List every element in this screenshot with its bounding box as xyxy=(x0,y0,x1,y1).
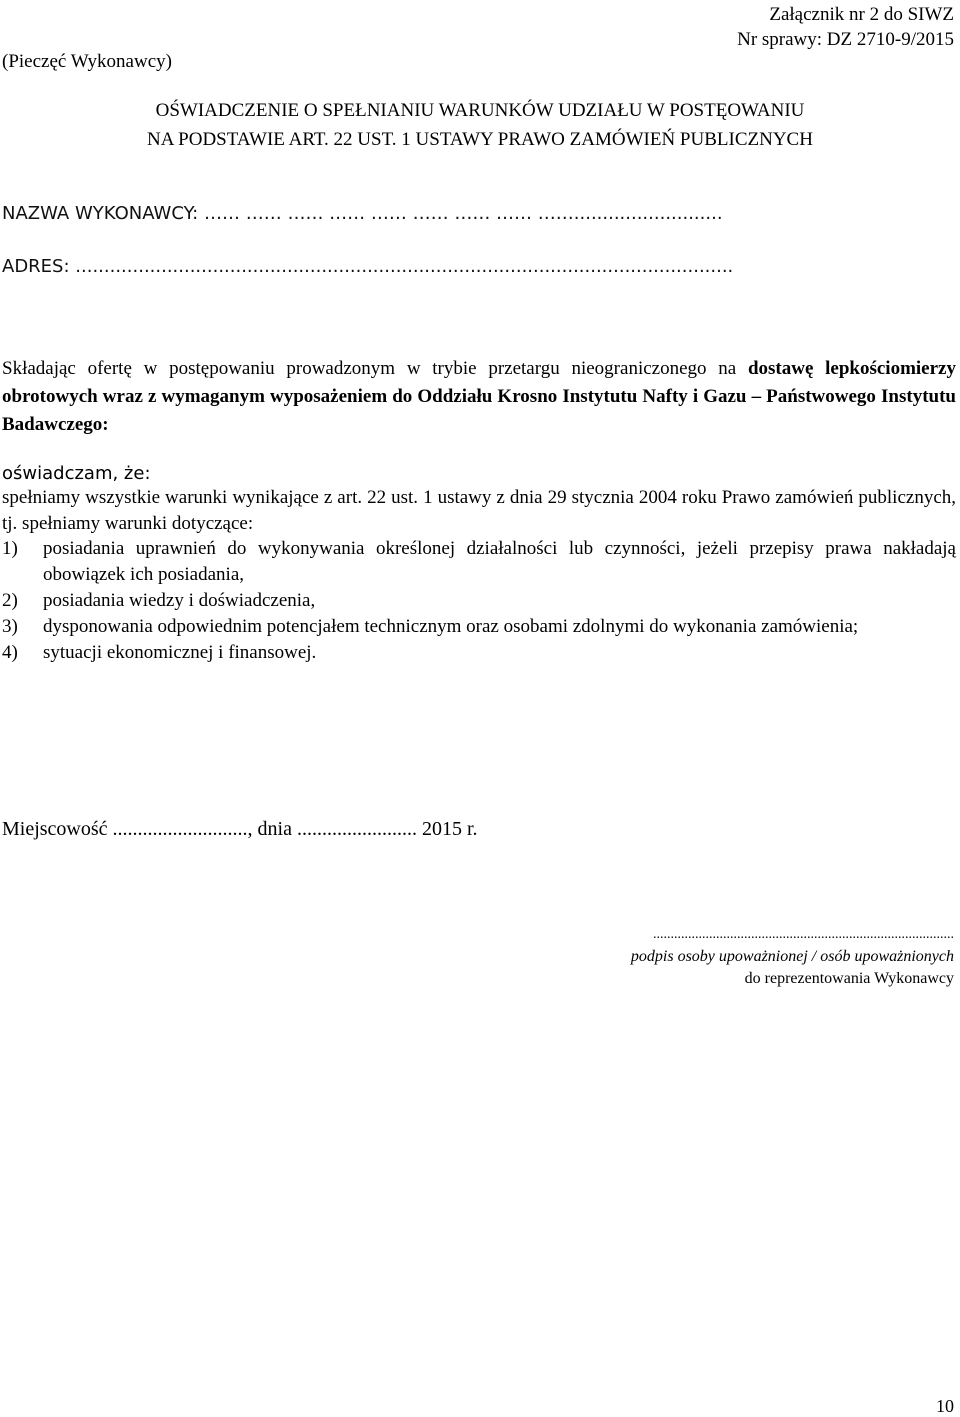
title-line-2: NA PODSTAWIE ART. 22 UST. 1 USTAWY PRAWO ZAMÓWIEŃ PUBLICZNYCH xyxy=(147,129,813,150)
declaration-paragraph: spełniamy wszystkie warunki wynikające z art. 22 ust. 1 ustawy z dnia 29 stycznia 2004 roku Prawo zamówień publicznych, tj. spełniamy warunki dotyczące: xyxy=(2,487,956,534)
contractor-name-label: NAZWA WYKONAWCY: xyxy=(2,203,199,224)
list-item-text: dysponowania odpowiednim potencjałem technicznym oraz osobami zdolnymi do wykonania zamówienia; xyxy=(43,616,859,637)
case-number: Nr sprawy: DZ 2710-9/2015 xyxy=(737,29,954,50)
list-item xyxy=(2,536,956,588)
contractor-address-label: ADRES: xyxy=(2,256,70,277)
contractor-address-blank: ................................................................................................................... xyxy=(75,256,734,277)
list-item xyxy=(2,640,956,666)
signature-caption: podpis osoby upoważnionej / osób upoważnionych xyxy=(630,948,954,965)
intro-paragraph xyxy=(2,355,956,439)
list-item-number: 2) xyxy=(2,590,18,611)
intro-text: Składając ofertę w postępowaniu prowadzonym w trybie przetargu nieograniczonego na xyxy=(2,358,748,379)
signature-caption-2: do reprezentowania Wykonawcy xyxy=(744,970,954,987)
intro-bold-subject: dostawę lepkościomierzy obrotowych wraz z wymaganym wyposażeniem do Oddziału Krosno Instytutu Nafty i Gazu – Państwowego Instytutu Badawczego: xyxy=(2,358,956,435)
conditions-list xyxy=(2,536,956,666)
list-item-number: 3) xyxy=(2,616,18,637)
declaration-label: oświadczam, że: xyxy=(2,463,151,484)
list-item-text: posiadania wiedzy i doświadczenia, xyxy=(43,590,316,611)
place-and-date: Miejscowość ..........................., dnia ........................ 2015 r. xyxy=(2,818,478,840)
page-number: 10 xyxy=(936,1396,954,1416)
document-title xyxy=(0,96,960,154)
list-item-text: sytuacji ekonomicznej i finansowej. xyxy=(43,642,317,663)
contractor-name-field xyxy=(2,203,723,224)
header-right xyxy=(737,2,954,52)
contractor-stamp-label: (Pieczęć Wykonawcy) xyxy=(2,51,172,72)
signature-line: ...................................................................................... xyxy=(653,927,954,942)
contractor-name-blank: …… …… …… …… …… …… …… …… …….......................... xyxy=(204,203,723,224)
list-item-number: 4) xyxy=(2,642,18,663)
list-item-number: 1) xyxy=(2,538,18,559)
list-item xyxy=(2,614,956,640)
title-line-1: OŚWIADCZENIE O SPEŁNIANIU WARUNKÓW UDZIAŁU W POSTĘOWANIU xyxy=(155,100,805,121)
attachment-label: Załącznik nr 2 do SIWZ xyxy=(769,4,954,25)
list-item xyxy=(2,588,956,614)
contractor-address-field xyxy=(2,256,733,277)
signature-block xyxy=(631,924,954,990)
list-item-text: posiadania uprawnień do wykonywania określonej działalności lub czynności, jeżeli przepisy prawa nakładają obowiązek ich posiadania, xyxy=(43,538,956,585)
